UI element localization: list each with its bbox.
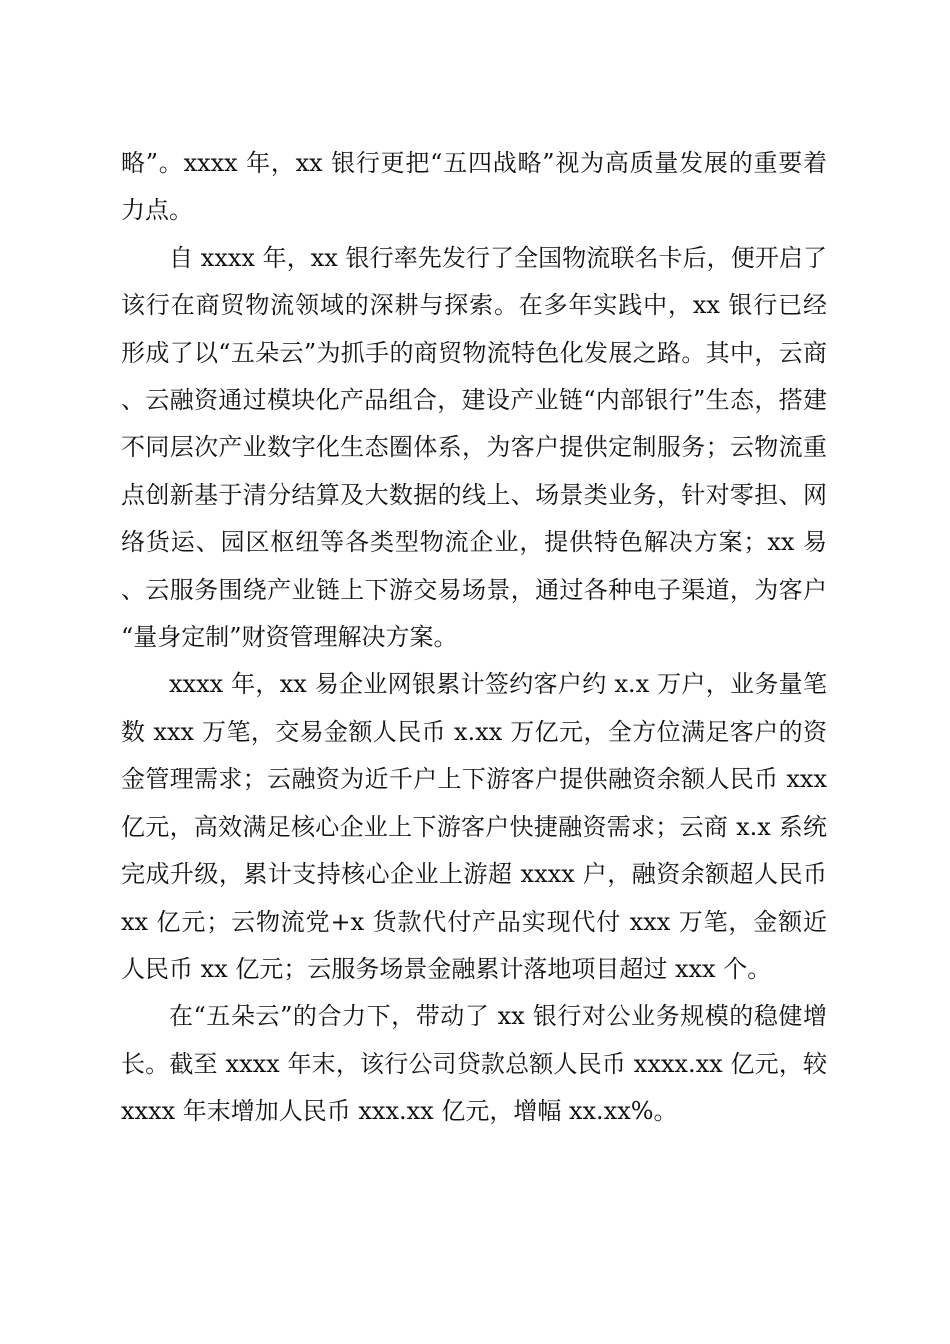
paragraph-business-results: xxxx 年，xx 易企业网银累计签约客户约 x.x 万户，业务量笔数 xxx 万笔，交易金额人民币 x.xx 万亿元，全方位满足客户的资金管理需求；云融资为近千户上下游客户提供融资余额人民币 xxx 亿元，高效满足核心企业上下游客户快捷融资需求；云商 x.x 系统完成升级，累计支持核心企业上游超 xxxx 户，融资余额超人民币 xx 亿元；云物流党+x 货款代付产品实现代付 xxx 万笔，金额近人民币 xx 亿元；云服务场景金融累计落地项目超过 xxx 个。 — [121, 670, 827, 983]
paragraph-loan-growth: 在“五朵云”的合力下，带动了 xx 银行对公业务规模的稳健增长。截至 xxxx 年末，该行公司贷款总额人民币 xxxx.xx 亿元，较 xxxx 年末增加人民币 xxx.xx 亿元，增幅 xx.xx%。 — [121, 1002, 827, 1126]
paragraph-continuation: 略”。xxxx 年，xx 银行更把“五四战略”视为高质量发展的重要着力点。 — [121, 149, 827, 225]
document-body — [121, 140, 827, 1136]
paragraph-five-clouds-overview: 自 xxxx 年，xx 银行率先发行了全国物流联名卡后，便开启了该行在商贸物流领域的深耕与探索。在多年实践中，xx 银行已经形成了以“五朵云”为抓手的商贸物流特色化发展之路。其中，云商、云融资通过模块化产品组合，建设产业链“内部银行”生态，搭建不同层次产业数字化生态圈体系，为客户提供定制服务；云物流重点创新基于清分结算及大数据的线上、场景类业务，针对零担、网络货运、园区枢纽等各类型物流企业，提供特色解决方案；xx 易、云服务围绕产业链上下游交易场景，通过各种电子渠道，为客户“量身定制”财资管理解决方案。 — [121, 243, 827, 652]
